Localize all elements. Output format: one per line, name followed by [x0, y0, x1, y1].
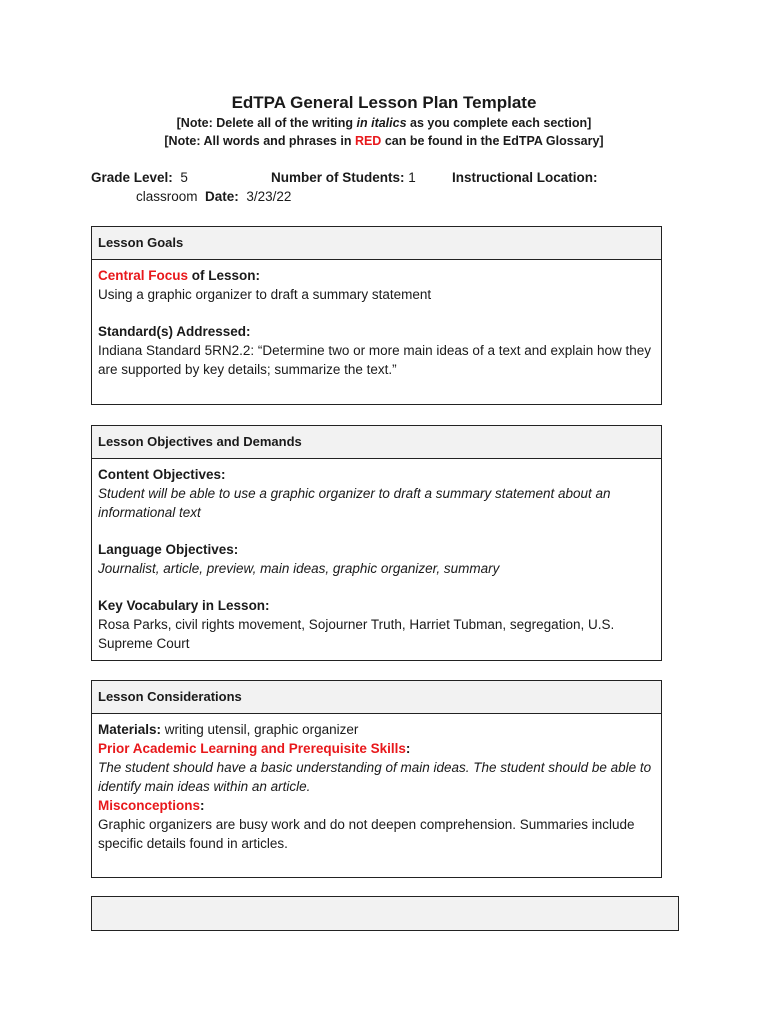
prior-learning-text: The student should have a basic understanding of main ideas. The student should be able to identify main ideas within an article.	[98, 760, 652, 794]
lesson-considerations-heading: Lesson Considerations	[92, 681, 661, 714]
note-red-post: can be found in the EdTPA Glossary]	[381, 134, 604, 148]
central-focus-rest: of Lesson:	[188, 268, 261, 283]
location-value: classroom	[136, 189, 198, 204]
note-red-word: RED	[354, 134, 382, 148]
page-title: EdTPA General Lesson Plan Template	[231, 93, 537, 112]
note-italics-emph: in italics	[356, 116, 407, 130]
standards-label: Standard(s) Addressed:	[98, 324, 251, 339]
prior-learning-label	[98, 739, 655, 758]
date-label: Date:	[205, 189, 239, 204]
location-date-line	[136, 189, 291, 204]
misconceptions-label	[98, 796, 655, 815]
materials-line	[98, 720, 655, 739]
prior-learning-red: Prior Academic Learning and Prerequisite Skills	[98, 741, 406, 756]
materials-text: writing utensil, graphic organizer	[161, 722, 359, 737]
content-objectives-text: Student will be able to use a graphic organizer to draft a summary statement about an informational text	[98, 486, 611, 520]
students-value: 1	[408, 170, 416, 185]
central-focus-red: Central Focus	[98, 268, 189, 283]
lesson-considerations-section	[91, 680, 662, 878]
note-red-pre: [Note: All words and phrases in	[164, 134, 355, 148]
prior-learning-colon: :	[405, 741, 411, 756]
instructional-location	[452, 170, 598, 185]
students-label: Number of Students:	[271, 170, 405, 185]
date-value: 3/23/22	[246, 189, 292, 204]
misconceptions-colon: :	[200, 798, 205, 813]
central-focus-text: Using a graphic organizer to draft a summary statement	[98, 287, 432, 302]
misconceptions-text: Graphic organizers are busy work and do not deepen comprehension. Summaries include specific details found in articles.	[98, 817, 635, 851]
lesson-objectives-heading: Lesson Objectives and Demands	[92, 426, 661, 459]
key-vocabulary-text: Rosa Parks, civil rights movement, Sojourner Truth, Harriet Tubman, segregation, U.S. Supreme Court	[98, 617, 615, 651]
key-vocabulary-label: Key Vocabulary in Lesson:	[98, 598, 270, 613]
note-italics	[0, 116, 768, 130]
number-of-students	[271, 170, 416, 185]
grade-level	[91, 170, 188, 185]
location-label: Instructional Location:	[452, 170, 598, 185]
note-red	[0, 134, 768, 148]
lesson-objectives-section	[91, 425, 662, 661]
note-italics-pre: [Note: Delete all of the writing	[176, 116, 357, 130]
note-italics-post: as you complete each section]	[406, 116, 592, 130]
next-section-header	[91, 896, 679, 931]
standards-text: Indiana Standard 5RN2.2: “Determine two or more main ideas of a text and explain how they are supported by key details; summarize the text.”	[98, 343, 652, 377]
language-objectives-label: Language Objectives:	[98, 542, 239, 557]
central-focus-label	[98, 266, 655, 285]
grade-level-value: 5	[180, 170, 188, 185]
grade-level-label: Grade Level:	[91, 170, 173, 185]
lesson-goals-section	[91, 226, 662, 405]
content-objectives-label: Content Objectives:	[98, 467, 226, 482]
misconceptions-red: Misconceptions	[98, 798, 201, 813]
lesson-goals-heading: Lesson Goals	[92, 227, 661, 260]
materials-label: Materials:	[98, 722, 162, 737]
language-objectives-text: Journalist, article, preview, main ideas, graphic organizer, summary	[98, 561, 500, 576]
